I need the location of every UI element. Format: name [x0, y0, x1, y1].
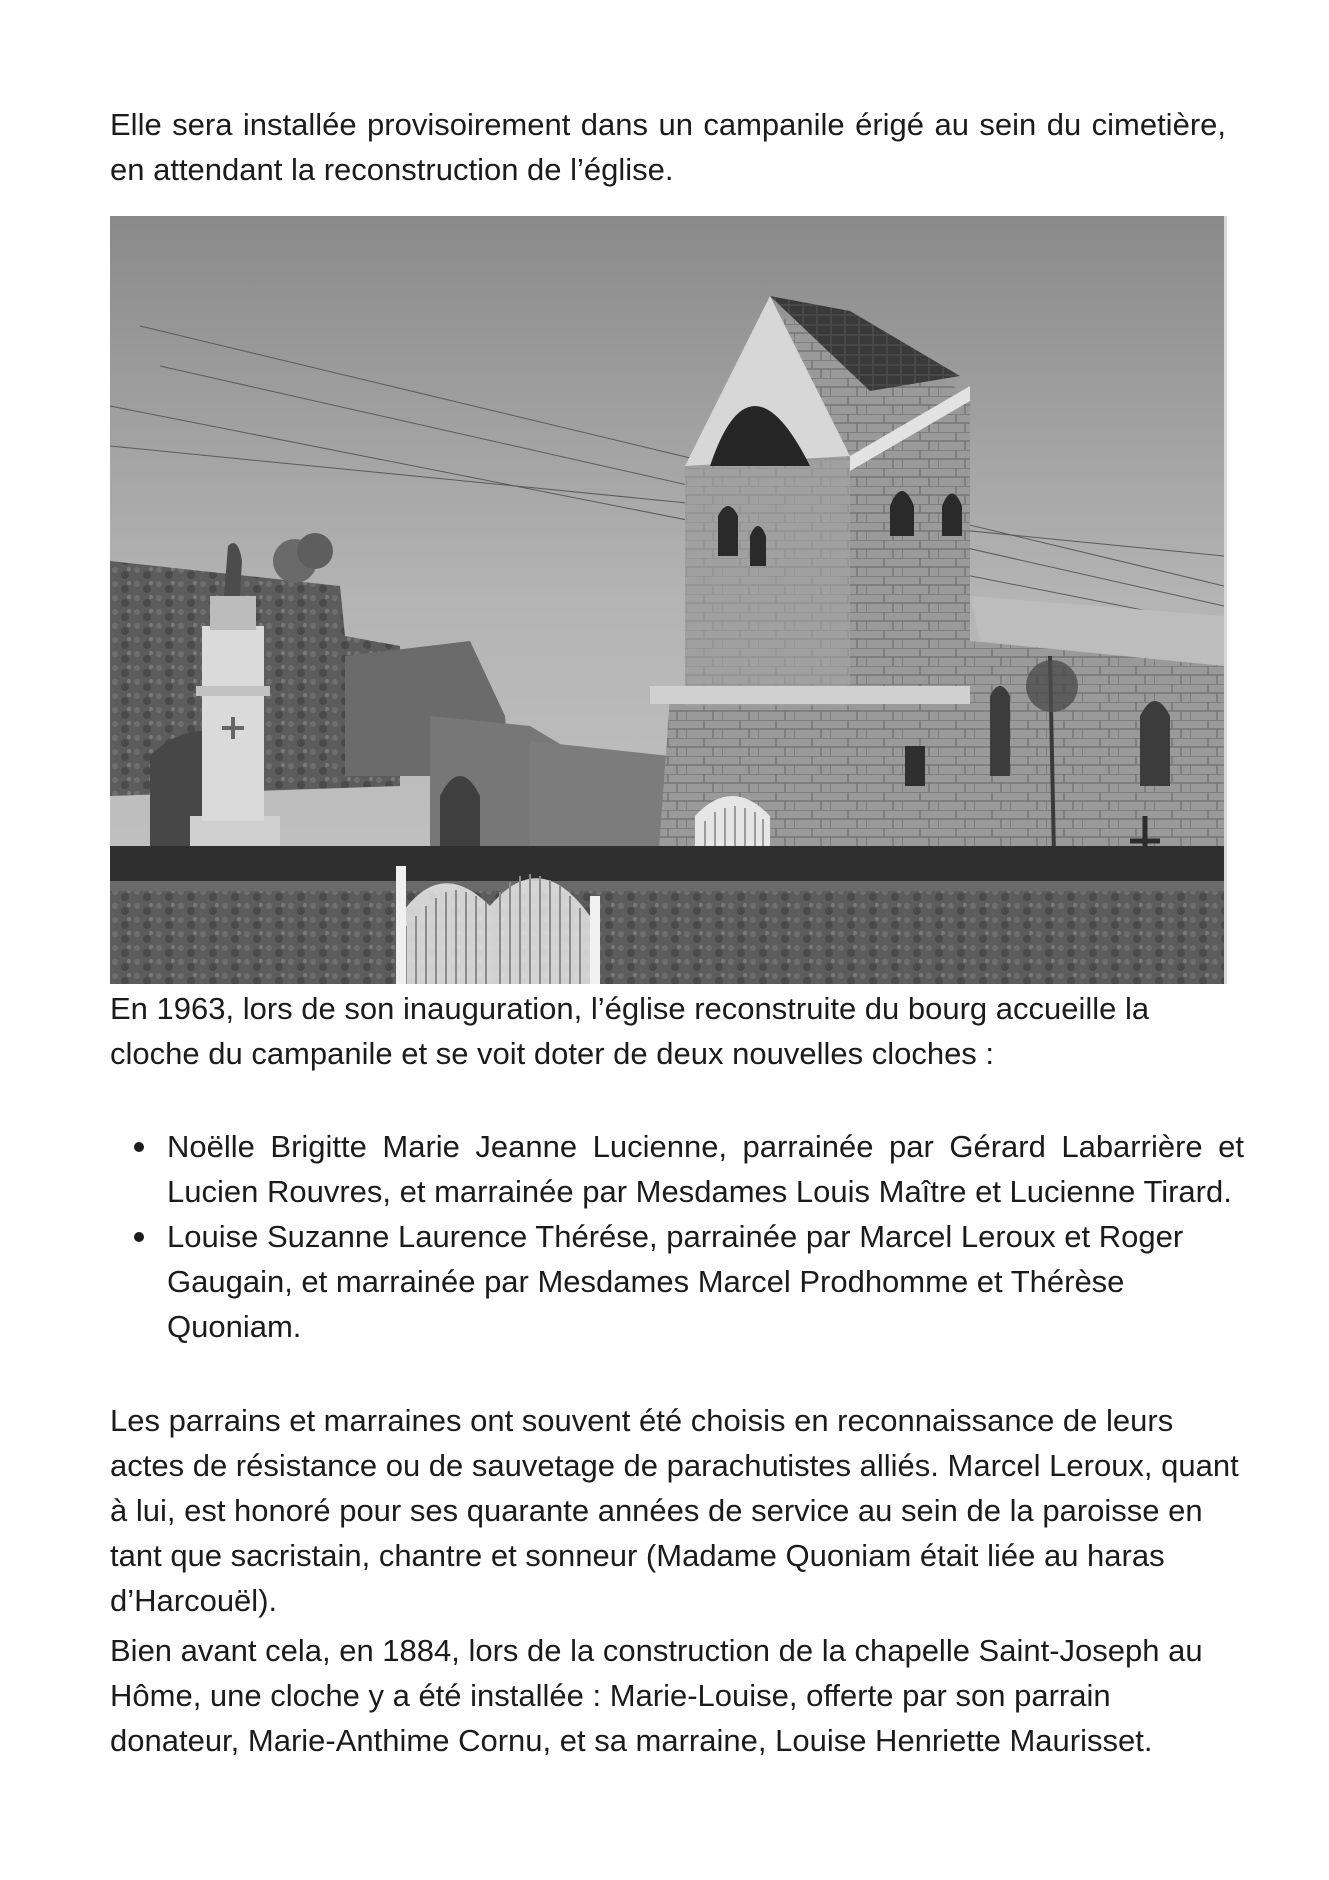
- paragraph-parrains: Les parrains et marraines ont souvent été choisis en reconnaissance de leurs actes de résistance ou de sauvetage de parachutistes alliés. Marcel Leroux, quant à lui, est honoré pour ses quarante années de service au sein de la paroisse en tant que sacristain, chantre et sonneur (Madame Quoniam était liée au haras d’Harcouël).: [110, 1403, 1239, 1618]
- paragraph-1884: Bien avant cela, en 1884, lors de la construction de la chapelle Saint-Joseph au Hôme, une cloche y a été installée : Marie-Louise, offerte par son parrain donateur, Marie-Anthime Cornu, et sa marraine, Louise Henriette Maurisset.: [110, 1633, 1203, 1758]
- campanile-photo: [110, 216, 1227, 984]
- bell-text: Louise Suzanne Laurence Thérése, parrainée par Marcel Leroux et Roger Gaugain, et marrainée par Mesdames Marcel Prodhomme et Thérèse Quoniam.: [167, 1219, 1184, 1344]
- intro-paragraph: Elle sera installée provisoirement dans un campanile érigé au sein du cimetière, en attendant la reconstruction de l’église.: [110, 107, 1226, 187]
- bells-list: [110, 1124, 1244, 1349]
- bullet-icon: [134, 1232, 144, 1242]
- list-item: [110, 1124, 1244, 1214]
- paragraph-1963: En 1963, lors de son inauguration, l’église reconstruite du bourg accueille la cloche du campanile et se voit doter de deux nouvelles cloches :: [110, 991, 1150, 1071]
- list-item: [110, 1214, 1244, 1349]
- bullet-icon: [134, 1142, 144, 1152]
- bell-text: Noëlle Brigitte Marie Jeanne Lucienne, parrainée par Gérard Labarrière et Lucien Rouvres, et marrainée par Mesdames Louis Maître et Lucienne Tirard.: [167, 1129, 1244, 1209]
